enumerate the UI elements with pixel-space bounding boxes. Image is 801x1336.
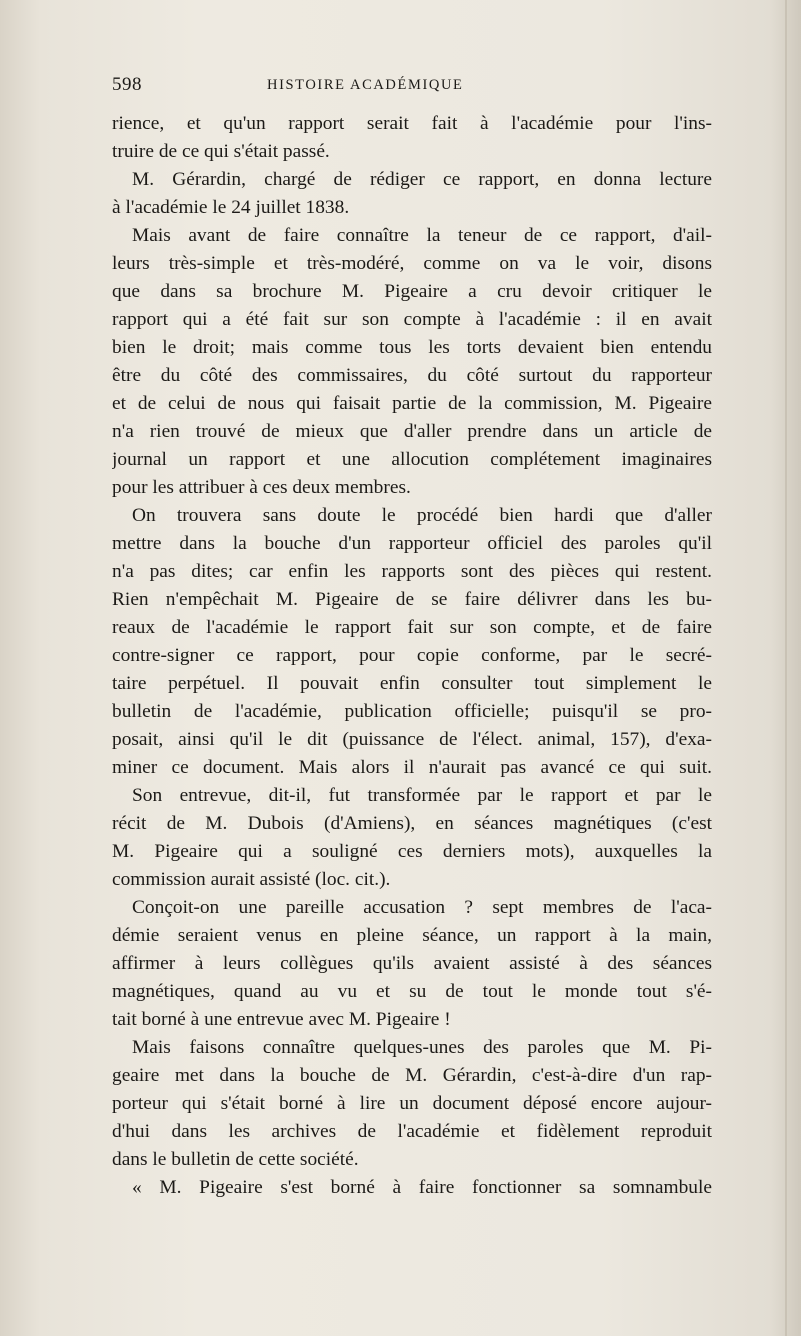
book-page [112,70,712,1202]
text-line: pour les attribuer à ces deux membres. [112,477,411,498]
page-header [112,70,712,110]
text-line: Conçoit-on une pareille accusation ? sept membres de l'aca- [132,897,712,918]
text-line: affirmer à leurs collègues qu'ils avaient assisté à des séances [112,953,712,974]
text-line: taire perpétuel. Il pouvait enfin consulter tout simplement le [112,673,712,694]
text-line: d'hui dans les archives de l'académie et fidèlement reproduit [112,1121,712,1142]
text-line: tait borné à une entrevue avec M. Pigeaire ! [112,1009,451,1030]
text-line: être du côté des commissaires, du côté surtout du rapporteur [112,365,712,386]
text-line: miner ce document. Mais alors il n'aurait pas avancé ce qui suit. [112,757,712,778]
text-line: dans le bulletin de cette société. [112,1149,359,1170]
text-line: et de celui de nous qui faisait partie de la commission, M. Pigeaire [112,393,712,414]
text-line: M. Gérardin, chargé de rédiger ce rapport, en donna lecture [132,169,712,190]
text-line: n'a rien trouvé de mieux que d'aller prendre dans un article de [112,421,712,442]
text-line: bulletin de l'académie, publication officielle; puisqu'il se pro- [112,701,712,722]
text-line: que dans sa brochure M. Pigeaire a cru devoir critiquer le [112,281,712,302]
text-line: rience, et qu'un rapport serait fait à l'académie pour l'ins- [112,113,712,134]
page-number: 598 [112,74,142,95]
text-line: M. Pigeaire qui a souligné ces derniers mots), auxquelles la [112,841,712,862]
text-line: journal un rapport et une allocution complétement imaginaires [112,449,712,470]
text-line: « M. Pigeaire s'est borné à faire fonctionner sa somnambule [132,1177,712,1198]
text-line: contre-signer ce rapport, pour copie conforme, par le secré- [112,645,712,666]
text-line: porteur qui s'était borné à lire un document déposé encore aujour- [112,1093,712,1114]
text-line: n'a pas dites; car enfin les rapports sont des pièces qui restent. [112,561,712,582]
text-line: récit de M. Dubois (d'Amiens), en séances magnétiques (c'est [112,813,712,834]
text-line: posait, ainsi qu'il le dit (puissance de l'élect. animal, 157), d'exa- [112,729,712,750]
text-line: rapport qui a été fait sur son compte à l'académie : il en avait [112,309,712,330]
text-line: Mais avant de faire connaître la teneur de ce rapport, d'ail- [132,225,712,246]
body-text [112,110,712,1202]
page-edge-shadow [785,0,787,1336]
text-line: magnétiques, quand au vu et su de tout le monde tout s'é- [112,981,712,1002]
text-line: à l'académie le 24 juillet 1838. [112,197,350,218]
text-line: démie seraient venus en pleine séance, un rapport à la main, [112,925,712,946]
text-line: reaux de l'académie le rapport fait sur son compte, et de faire [112,617,712,638]
text-line: truire de ce qui s'était passé. [112,141,330,162]
text-line: leurs très-simple et très-modéré, comme on va le voir, disons [112,253,712,274]
text-line: Mais faisons connaître quelques-unes des paroles que M. Pi- [132,1037,712,1058]
text-line: Rien n'empêchait M. Pigeaire de se faire délivrer dans les bu- [112,589,712,610]
text-line: Son entrevue, dit-il, fut transformée par le rapport et par le [132,785,712,806]
text-line: geaire met dans la bouche de M. Gérardin, c'est-à-dire d'un rap- [112,1065,712,1086]
text-line: mettre dans la bouche d'un rapporteur officiel des paroles qu'il [112,533,712,554]
running-head: HISTOIRE ACADÉMIQUE [267,77,464,93]
text-line: bien le droit; mais comme tous les torts devaient bien entendu [112,337,712,358]
text-line: On trouvera sans doute le procédé bien hardi que d'aller [132,505,712,526]
text-line: commission aurait assisté (loc. cit.). [112,869,391,890]
